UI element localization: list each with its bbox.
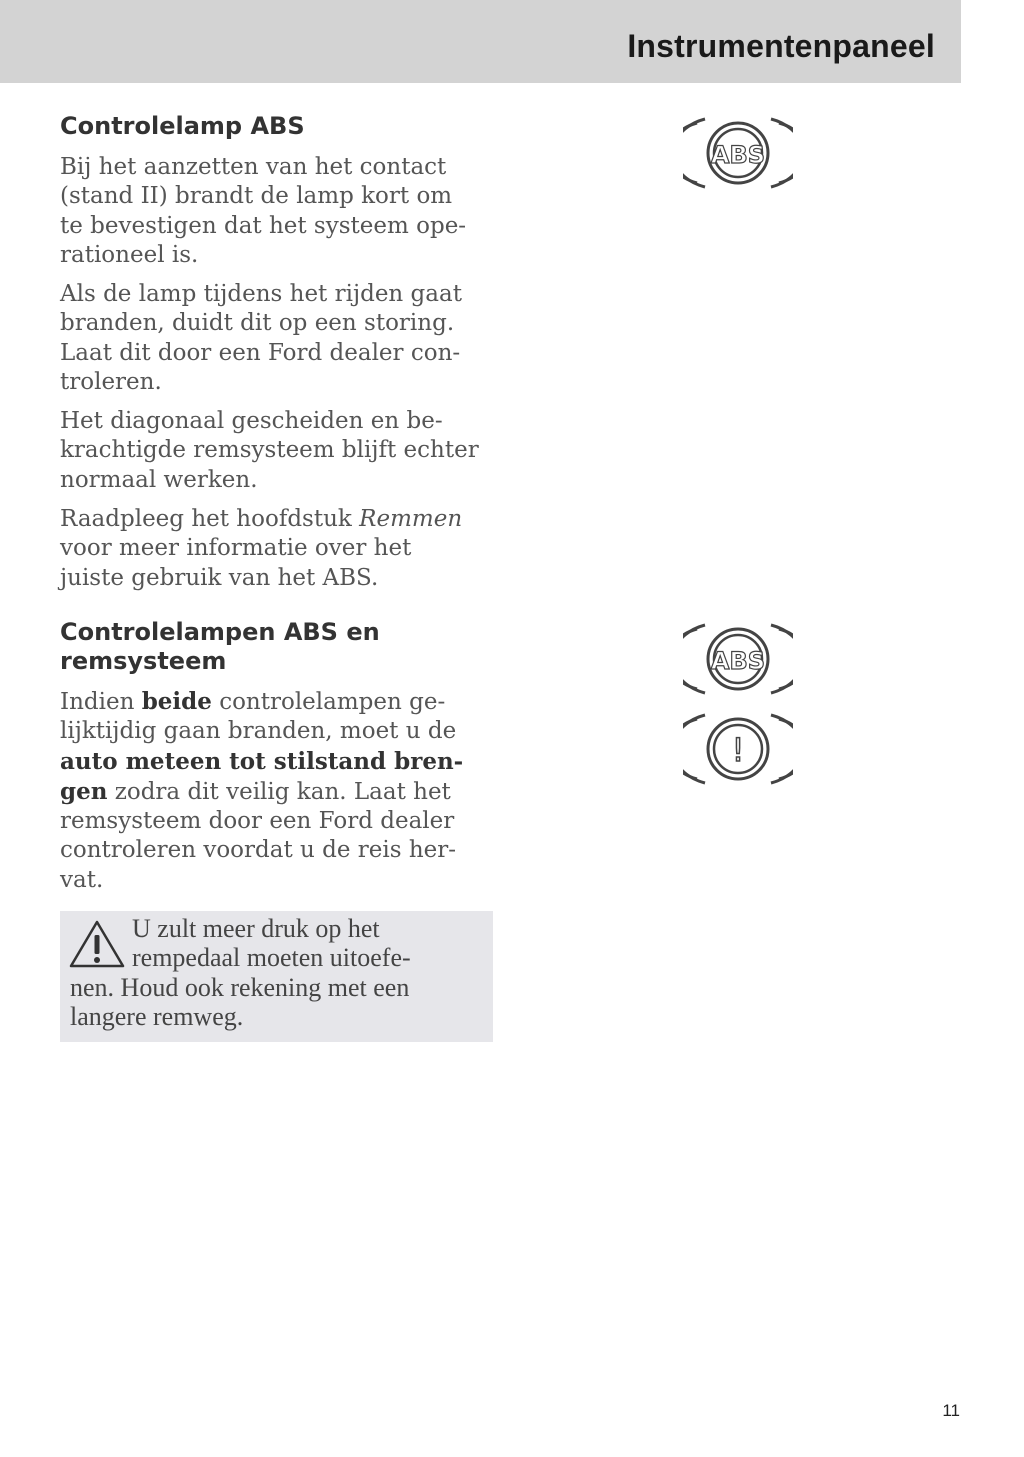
warning-line-3: nen. Houd ook rekening met een: [70, 972, 410, 1002]
warning-line-1: U zult meer druk op het: [132, 914, 380, 943]
paragraph-abs-brake: [60, 687, 500, 895]
abs-warning-lamp-icon-2: [683, 619, 793, 699]
paragraph-abs-3: Het diagonaal gescheiden en be- krachtigde remsysteem blijft echter normaal werken.: [60, 408, 479, 493]
text-segment: controlelampen ge- lijktijdig gaan branden, moet u de: [60, 689, 457, 745]
abs-warning-lamp-icon: [683, 113, 793, 193]
reference-chapter-link: Remmen: [359, 506, 463, 532]
section-heading-abs-brake: [60, 618, 380, 676]
brake-lamp-label: !: [731, 731, 745, 769]
heading-line-1: Controlelampen ABS en: [60, 618, 380, 646]
reference-text-after: voor meer informatie over het juiste gebruik van het ABS.: [60, 535, 412, 591]
abs-lamp-label-2: ABS: [710, 647, 766, 675]
emphasis-text: auto meteen tot stilstand bren- gen: [60, 747, 464, 805]
brake-warning-lamp-icon: [683, 709, 793, 789]
header-bar: [0, 0, 961, 83]
warning-text: [70, 914, 490, 1031]
section-heading-abs: Controlelamp ABS: [60, 112, 305, 140]
emphasis-text: beide: [141, 688, 212, 715]
text-segment: zodra dit veilig kan. Laat het remsysteem door een Ford dealer controleren voordat u de reis her- vat.: [60, 778, 457, 893]
abs-lamp-label: ABS: [710, 141, 766, 169]
warning-box: [60, 911, 493, 1042]
page-number: 11: [942, 1401, 960, 1420]
warning-line-2: rempedaal moeten uitoefe-: [132, 943, 411, 973]
text-segment: Indien: [60, 689, 142, 715]
heading-line-2: remsysteem: [60, 647, 227, 675]
paragraph-abs-1: Bij het aanzetten van het contact (stand II) brandt de lamp kort om te bevestigen dat het systeem ope- rationeel is.: [60, 154, 467, 268]
page-title: Instrumentenpaneel: [627, 28, 935, 64]
warning-line-4: langere remweg.: [70, 1001, 244, 1031]
paragraph-abs-2: Als de lamp tijdens het rijden gaat branden, duidt dit op een storing. Laat dit door een Ford dealer con- troleren.: [60, 281, 462, 395]
paragraph-abs-reference: [60, 505, 500, 593]
reference-text-before: Raadpleeg het hoofdstuk: [60, 506, 360, 532]
